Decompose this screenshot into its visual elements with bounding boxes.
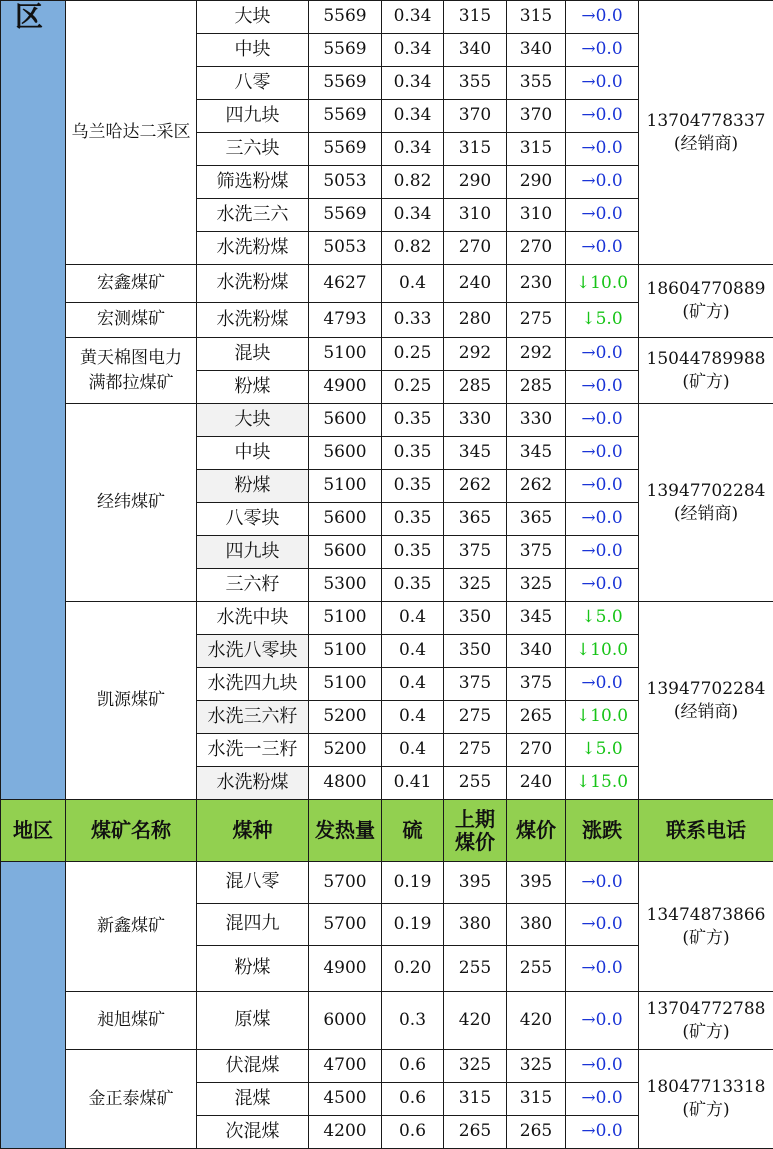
sulfur-cell: 0.4 [382,635,444,668]
sulfur-cell: 0.25 [382,371,444,404]
change-cell: ↓5.0 [566,303,639,338]
mine-name-cell: 金正泰煤矿 [66,1050,197,1149]
price-cell: 355 [507,67,566,100]
price-cell: 240 [507,767,566,800]
coal-type-cell: 八零 [197,67,309,100]
heat-cell: 5700 [309,862,382,904]
sulfur-cell: 0.35 [382,437,444,470]
prev-price-cell: 355 [444,67,507,100]
coal-type-cell: 混八零 [197,862,309,904]
coal-type-cell: 水洗一三籽 [197,734,309,767]
heat-cell: 5600 [309,503,382,536]
table-row [1,862,773,904]
table-row [1,992,773,1050]
price-cell: 255 [507,946,566,992]
coal-type-cell: 三六块 [197,133,309,166]
change-cell: →0.0 [566,133,639,166]
coal-type-cell: 次混煤 [197,1116,309,1149]
heat-cell: 5569 [309,133,382,166]
region-cell: 区 [1,1,66,800]
sulfur-cell: 0.34 [382,34,444,67]
heat-cell: 5600 [309,404,382,437]
sulfur-cell: 0.4 [382,668,444,701]
change-cell: →0.0 [566,668,639,701]
price-cell: 315 [507,1083,566,1116]
table-header-row [1,800,773,862]
sulfur-cell: 0.41 [382,767,444,800]
heat-cell: 5600 [309,437,382,470]
coal-type-cell: 混煤 [197,1083,309,1116]
coal-type-cell: 水洗四九块 [197,668,309,701]
prev-price-cell: 310 [444,199,507,232]
change-cell: →0.0 [566,100,639,133]
coal-type-cell: 大块 [197,404,309,437]
region-cell [1,862,66,1149]
change-cell: →0.0 [566,1,639,34]
phone-cell: 13474873866 (矿方) [639,862,773,992]
prev-price-cell: 262 [444,470,507,503]
header-phone: 联系电话 [639,800,773,862]
mine-name-cell: 新鑫煤矿 [66,862,197,992]
table-row [1,1050,773,1083]
mine-name-cell: 经纬煤矿 [66,404,197,602]
change-cell: →0.0 [566,437,639,470]
price-cell: 230 [507,265,566,303]
price-cell: 345 [507,437,566,470]
change-cell: →0.0 [566,569,639,602]
heat-cell: 5569 [309,34,382,67]
sulfur-cell: 0.4 [382,602,444,635]
heat-cell: 4200 [309,1116,382,1149]
price-cell: 285 [507,371,566,404]
heat-cell: 4500 [309,1083,382,1116]
sulfur-cell: 0.34 [382,199,444,232]
phone-cell: 18047713318 (矿方) [639,1050,773,1149]
mine-name-cell: 乌兰哈达二采区 [66,1,197,265]
phone-cell: 13704772788 (矿方) [639,992,773,1050]
price-cell: 330 [507,404,566,437]
prev-price-cell: 315 [444,1083,507,1116]
sulfur-cell: 0.34 [382,67,444,100]
prev-price-cell: 380 [444,904,507,946]
header-region: 地区 [1,800,66,862]
heat-cell: 5100 [309,635,382,668]
price-cell: 340 [507,34,566,67]
change-cell: →0.0 [566,1116,639,1149]
price-cell: 325 [507,569,566,602]
prev-price-cell: 350 [444,602,507,635]
price-cell: 370 [507,100,566,133]
table-row [1,404,773,437]
prev-price-cell: 240 [444,265,507,303]
change-cell: ↓10.0 [566,265,639,303]
coal-type-cell: 粉煤 [197,946,309,992]
change-cell: →0.0 [566,946,639,992]
change-cell: →0.0 [566,232,639,265]
prev-price-cell: 280 [444,303,507,338]
price-cell: 275 [507,303,566,338]
phone-cell: 13947702284 (经销商) [639,404,773,602]
change-cell: →0.0 [566,404,639,437]
heat-cell: 5100 [309,668,382,701]
heat-cell: 5569 [309,199,382,232]
prev-price-cell: 330 [444,404,507,437]
phone-cell: 13947702284 (经销商) [639,602,773,800]
price-cell: 265 [507,701,566,734]
sulfur-cell: 0.35 [382,569,444,602]
price-cell: 290 [507,166,566,199]
change-cell: →0.0 [566,470,639,503]
coal-type-cell: 水洗三六 [197,199,309,232]
sulfur-cell: 0.4 [382,265,444,303]
sulfur-cell: 0.19 [382,862,444,904]
price-cell: 375 [507,668,566,701]
coal-type-cell: 四九块 [197,100,309,133]
heat-cell: 5569 [309,1,382,34]
sulfur-cell: 0.33 [382,303,444,338]
price-cell: 310 [507,199,566,232]
prev-price-cell: 350 [444,635,507,668]
coal-type-cell: 原煤 [197,992,309,1050]
prev-price-cell: 375 [444,536,507,569]
price-cell: 340 [507,635,566,668]
coal-type-cell: 水洗粉煤 [197,232,309,265]
price-cell: 365 [507,503,566,536]
prev-price-cell: 255 [444,767,507,800]
coal-type-cell: 中块 [197,437,309,470]
header-coal: 煤种 [197,800,309,862]
heat-cell: 5300 [309,569,382,602]
prev-price-cell: 285 [444,371,507,404]
mine-name-cell: 宏测煤矿 [66,303,197,338]
coal-type-cell: 中块 [197,34,309,67]
coal-type-cell: 八零块 [197,503,309,536]
change-cell: ↓10.0 [566,701,639,734]
prev-price-cell: 292 [444,338,507,371]
coal-type-cell: 四九块 [197,536,309,569]
heat-cell: 4793 [309,303,382,338]
prev-price-cell: 290 [444,166,507,199]
coal-type-cell: 水洗粉煤 [197,265,309,303]
sulfur-cell: 0.82 [382,232,444,265]
sulfur-cell: 0.4 [382,701,444,734]
sulfur-cell: 0.20 [382,946,444,992]
sulfur-cell: 0.34 [382,133,444,166]
header-price: 煤价 [507,800,566,862]
header-mine: 煤矿名称 [66,800,197,862]
sulfur-cell: 0.3 [382,992,444,1050]
heat-cell: 4800 [309,767,382,800]
phone-cell: 13704778337 (经销商) [639,1,773,265]
heat-cell: 5200 [309,701,382,734]
sulfur-cell: 0.19 [382,904,444,946]
sulfur-cell: 0.35 [382,404,444,437]
sulfur-cell: 0.4 [382,734,444,767]
change-cell: →0.0 [566,199,639,232]
change-cell: →0.0 [566,904,639,946]
heat-cell: 5053 [309,166,382,199]
heat-cell: 4700 [309,1050,382,1083]
price-cell: 270 [507,232,566,265]
change-cell: ↓15.0 [566,767,639,800]
price-cell: 375 [507,536,566,569]
prev-price-cell: 395 [444,862,507,904]
phone-cell: 15044789988 (矿方) [639,338,773,404]
mine-name-cell: 昶旭煤矿 [66,992,197,1050]
change-cell: →0.0 [566,1050,639,1083]
change-cell: →0.0 [566,166,639,199]
header-heat: 发热量 [309,800,382,862]
prev-price-cell: 370 [444,100,507,133]
coal-type-cell: 粉煤 [197,470,309,503]
prev-price-cell: 275 [444,701,507,734]
change-cell: ↓10.0 [566,635,639,668]
prev-price-cell: 420 [444,992,507,1050]
prev-price-cell: 340 [444,34,507,67]
heat-cell: 4900 [309,371,382,404]
sulfur-cell: 0.6 [382,1116,444,1149]
change-cell: →0.0 [566,1083,639,1116]
table-row [1,602,773,635]
heat-cell: 5569 [309,100,382,133]
coal-type-cell: 水洗粉煤 [197,303,309,338]
heat-cell: 6000 [309,992,382,1050]
sulfur-cell: 0.6 [382,1083,444,1116]
change-cell: →0.0 [566,67,639,100]
change-cell: →0.0 [566,992,639,1050]
price-cell: 420 [507,992,566,1050]
table-row [1,1,773,34]
sulfur-cell: 0.82 [382,166,444,199]
sulfur-cell: 0.35 [382,470,444,503]
header-sulfur: 硫 [382,800,444,862]
table-row [1,338,773,371]
sulfur-cell: 0.34 [382,100,444,133]
coal-type-cell: 水洗三六籽 [197,701,309,734]
price-cell: 265 [507,1116,566,1149]
prev-price-cell: 375 [444,668,507,701]
heat-cell: 5100 [309,470,382,503]
heat-cell: 5200 [309,734,382,767]
coal-type-cell: 粉煤 [197,371,309,404]
mine-name-cell: 宏鑫煤矿 [66,265,197,303]
price-cell: 270 [507,734,566,767]
price-cell: 325 [507,1050,566,1083]
heat-cell: 5100 [309,338,382,371]
price-cell: 315 [507,133,566,166]
coal-type-cell: 水洗中块 [197,602,309,635]
mine-name-cell: 凯源煤矿 [66,602,197,800]
change-cell: →0.0 [566,338,639,371]
price-cell: 315 [507,1,566,34]
prev-price-cell: 270 [444,232,507,265]
price-cell: 380 [507,904,566,946]
coal-type-cell: 大块 [197,1,309,34]
change-cell: →0.0 [566,503,639,536]
change-cell: →0.0 [566,862,639,904]
price-cell: 262 [507,470,566,503]
heat-cell: 5700 [309,904,382,946]
phone-cell: 18604770889 (矿方) [639,265,773,338]
header-change: 涨跌 [566,800,639,862]
prev-price-cell: 325 [444,569,507,602]
sulfur-cell: 0.35 [382,503,444,536]
prev-price-cell: 265 [444,1116,507,1149]
prev-price-cell: 365 [444,503,507,536]
change-cell: ↓5.0 [566,602,639,635]
change-cell: ↓5.0 [566,734,639,767]
sulfur-cell: 0.35 [382,536,444,569]
change-cell: →0.0 [566,536,639,569]
price-cell: 395 [507,862,566,904]
heat-cell: 4900 [309,946,382,992]
sulfur-cell: 0.25 [382,338,444,371]
coal-type-cell: 伏混煤 [197,1050,309,1083]
prev-price-cell: 315 [444,1,507,34]
prev-price-cell: 315 [444,133,507,166]
prev-price-cell: 345 [444,437,507,470]
heat-cell: 4627 [309,265,382,303]
table-row [1,265,773,303]
prev-price-cell: 275 [444,734,507,767]
price-cell: 345 [507,602,566,635]
price-cell: 292 [507,338,566,371]
mine-name-cell: 黄天棉图电力 满都拉煤矿 [66,338,197,404]
sulfur-cell: 0.6 [382,1050,444,1083]
coal-type-cell: 混块 [197,338,309,371]
heat-cell: 5053 [309,232,382,265]
change-cell: →0.0 [566,34,639,67]
prev-price-cell: 255 [444,946,507,992]
heat-cell: 5100 [309,602,382,635]
prev-price-cell: 325 [444,1050,507,1083]
sulfur-cell: 0.34 [382,1,444,34]
coal-type-cell: 筛选粉煤 [197,166,309,199]
coal-type-cell: 水洗粉煤 [197,767,309,800]
coal-type-cell: 三六籽 [197,569,309,602]
change-cell: →0.0 [566,371,639,404]
coal-type-cell: 水洗八零块 [197,635,309,668]
header-prev-price: 上期 煤价 [444,800,507,862]
heat-cell: 5569 [309,67,382,100]
coal-type-cell: 混四九 [197,904,309,946]
heat-cell: 5600 [309,536,382,569]
